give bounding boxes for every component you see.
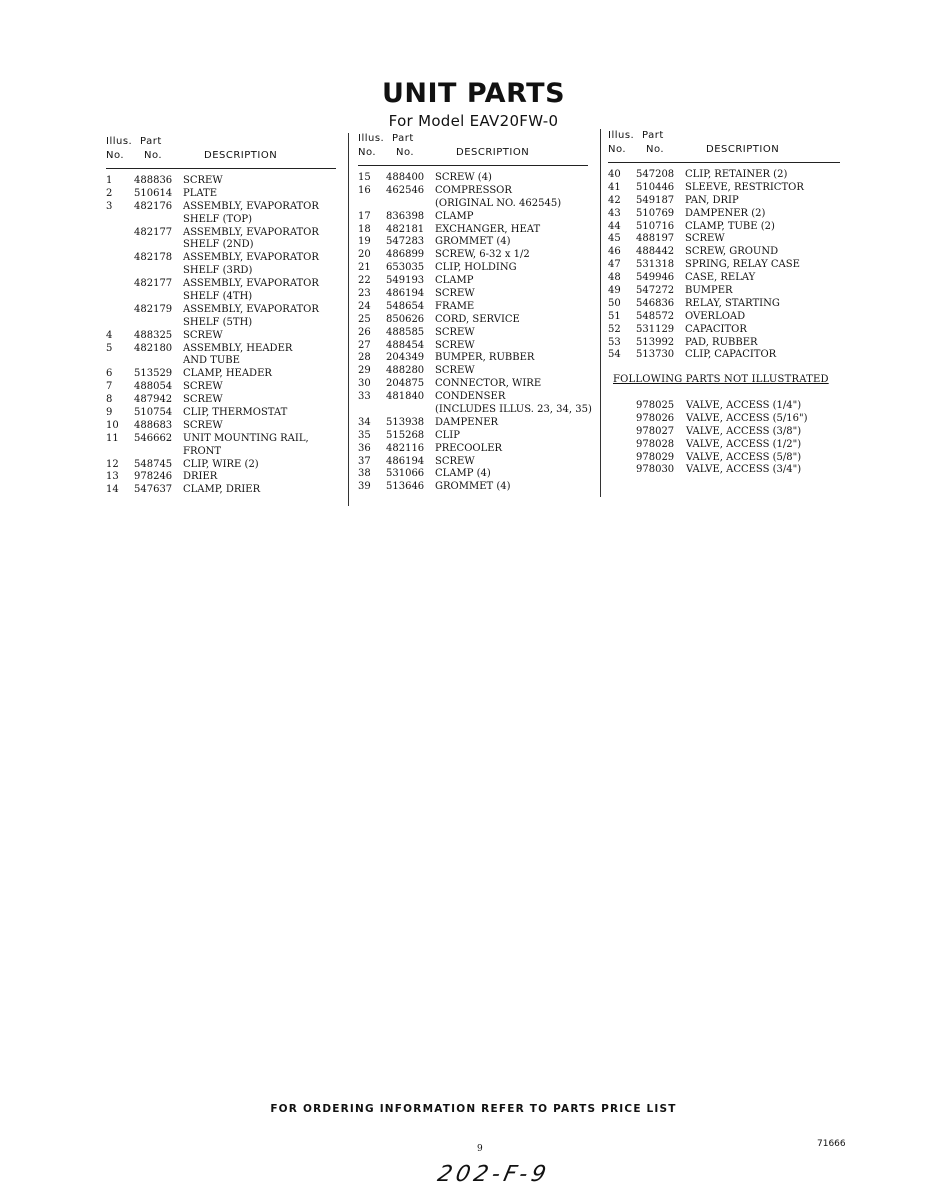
illus-no-cell: 29	[358, 365, 371, 377]
ordering-info-note: FOR ORDERING INFORMATION REFER TO PARTS PRICE LIST	[270, 1103, 677, 1115]
description-cell: SLEEVE, RESTRICTOR	[685, 181, 804, 193]
description-cell: SPRING, RELAY CASE	[685, 259, 800, 271]
table-row	[608, 246, 840, 259]
table-row	[636, 400, 836, 413]
description-cell: SCREW, GROUND	[685, 246, 779, 258]
header-illus-no: No.	[608, 144, 627, 155]
table-row	[106, 201, 336, 214]
description-cell: CLIP	[435, 429, 460, 441]
description-cell: BUMPER	[685, 285, 733, 297]
table-row	[358, 404, 592, 417]
table-row	[608, 195, 840, 208]
parts-column-3	[608, 130, 840, 362]
illus-no-cell: 1	[106, 175, 113, 186]
table-row	[106, 368, 336, 381]
description-cell: ASSEMBLY, EVAPORATOR	[183, 200, 319, 212]
table-row	[358, 236, 588, 249]
part-no-cell: 978246	[134, 471, 173, 483]
illus-no-cell: 41	[608, 181, 621, 193]
table-row	[358, 211, 588, 224]
illus-no-cell: 37	[358, 455, 371, 467]
illus-no-cell: 38	[358, 468, 371, 480]
description-cell: SCREW	[183, 419, 223, 431]
table-row	[358, 172, 588, 185]
table-row	[608, 285, 840, 298]
description-cell: ASSEMBLY, EVAPORATOR	[183, 303, 319, 315]
illus-no-cell: 33	[358, 391, 371, 403]
illus-no-cell: 54	[608, 349, 621, 361]
part-no-cell: 488442	[636, 246, 675, 258]
table-row	[106, 471, 336, 484]
part-no-cell: 547283	[386, 236, 425, 248]
description-cell: PRECOOLER	[435, 442, 503, 454]
illus-no-cell: 49	[608, 285, 621, 297]
description-cell: CLAMP, TUBE (2)	[685, 220, 775, 232]
description-cell: DAMPENER (2)	[685, 207, 766, 219]
description-cell: SCREW	[183, 394, 223, 406]
illus-no-cell: 45	[608, 233, 621, 245]
table-row	[636, 464, 836, 477]
description-cell: CLIP, RETAINER (2)	[685, 169, 788, 180]
parts-column-1	[106, 136, 336, 497]
table-row	[358, 340, 588, 353]
part-no-cell: 548572	[636, 310, 675, 322]
table-row	[106, 188, 336, 201]
part-no-cell: 547637	[134, 484, 173, 496]
description-cell: CLAMP	[435, 275, 474, 287]
table-row	[636, 413, 836, 426]
part-no-cell: 482180	[134, 342, 173, 354]
description-cell: ASSEMBLY, EVAPORATOR	[183, 226, 319, 238]
description-cell: DRIER	[183, 471, 218, 483]
part-no-cell: 488197	[636, 233, 675, 245]
table-row	[608, 169, 840, 182]
part-no-cell: 488836	[134, 175, 173, 186]
illus-no-cell: 2	[106, 187, 113, 199]
description-cell: VALVE, ACCESS (3/8")	[686, 425, 802, 437]
table-row	[106, 484, 336, 497]
part-no-cell: 488054	[134, 381, 173, 393]
part-no-cell: 482116	[386, 442, 425, 454]
table-row	[106, 343, 336, 356]
table-row	[358, 481, 588, 494]
part-no-cell: 531129	[636, 323, 675, 335]
part-no-cell: 513529	[134, 368, 173, 380]
header-illus: Illus.	[358, 133, 385, 144]
illus-no-cell: 21	[358, 262, 371, 274]
description-cell: BUMPER, RUBBER	[435, 352, 535, 364]
description-cell: ASSEMBLY, EVAPORATOR	[183, 278, 319, 290]
description-cell: GROMMET (4)	[435, 236, 511, 248]
illus-no-cell: 35	[358, 429, 371, 441]
illus-no-cell: 10	[106, 419, 119, 431]
parts-list	[608, 169, 840, 362]
part-no-cell: 546836	[636, 297, 675, 309]
part-no-cell: 482178	[134, 252, 173, 264]
illus-no-cell: 13	[106, 471, 119, 483]
parts-column-2	[358, 133, 592, 494]
table-row	[106, 407, 336, 420]
part-no-cell: 488454	[386, 339, 425, 351]
part-no-cell: 510754	[134, 407, 173, 419]
description-cell: PAD, RUBBER	[685, 336, 758, 348]
part-no-cell: 515268	[386, 429, 425, 441]
description-cell: UNIT MOUNTING RAIL,	[183, 432, 309, 444]
illus-no-cell: 40	[608, 169, 621, 180]
table-row	[358, 327, 588, 340]
description-cell: SCREW	[435, 455, 475, 467]
description-cell: SCREW	[685, 233, 725, 245]
illus-no-cell: 26	[358, 326, 371, 338]
part-no-cell: 548654	[386, 300, 425, 312]
table-row	[106, 278, 336, 291]
header-part-no: No.	[144, 150, 163, 161]
part-no-cell: 978028	[636, 438, 675, 450]
header-part: Part	[392, 133, 414, 144]
illus-no-cell: 18	[358, 223, 371, 235]
description-cell: VALVE, ACCESS (3/4")	[686, 464, 802, 476]
table-row	[358, 198, 588, 211]
part-no-cell: 482179	[134, 303, 173, 315]
description-cell: CLAMP	[435, 210, 474, 222]
table-row	[636, 439, 836, 452]
table-row	[106, 291, 336, 304]
part-no-cell: 487942	[134, 394, 173, 406]
illus-no-cell: 20	[358, 249, 371, 261]
illus-no-cell: 15	[358, 172, 371, 183]
illus-no-cell: 53	[608, 336, 621, 348]
part-no-cell: 978026	[636, 412, 675, 424]
header-description: DESCRIPTION	[204, 150, 278, 161]
description-cell: SHELF (3RD)	[183, 265, 253, 277]
part-no-cell: 513730	[636, 349, 675, 361]
part-no-cell: 531318	[636, 259, 675, 271]
parts-list	[106, 175, 336, 497]
table-row	[358, 443, 588, 456]
header-illus: Illus.	[608, 130, 635, 141]
header-part-no: No.	[396, 147, 415, 158]
column-header	[106, 136, 336, 168]
description-cell: VALVE, ACCESS (5/16")	[686, 412, 808, 424]
description-cell: FRONT	[183, 445, 222, 457]
table-row	[636, 426, 836, 439]
table-row	[358, 365, 588, 378]
table-row	[358, 456, 588, 469]
illus-no-cell: 27	[358, 339, 371, 351]
description-cell: CORD, SERVICE	[435, 313, 520, 325]
table-row	[106, 252, 336, 265]
description-cell: CLIP, WIRE (2)	[183, 458, 259, 470]
column-divider	[348, 133, 349, 506]
illus-no-cell: 43	[608, 207, 621, 219]
illus-no-cell: 48	[608, 272, 621, 284]
description-cell: SCREW	[183, 175, 223, 186]
table-row	[636, 452, 836, 465]
part-no-cell: 204875	[386, 378, 425, 390]
not-illustrated-list	[636, 400, 836, 477]
part-no-cell: 978027	[636, 425, 675, 437]
table-row	[358, 262, 588, 275]
description-cell: EXCHANGER, HEAT	[435, 223, 541, 235]
table-row	[106, 433, 336, 446]
table-row	[106, 459, 336, 472]
description-cell: ASSEMBLY, HEADER	[183, 342, 293, 354]
table-row	[106, 317, 336, 330]
table-row	[358, 378, 588, 391]
part-no-cell: 462546	[386, 184, 425, 196]
table-row	[106, 239, 336, 252]
part-no-cell: 653035	[386, 262, 425, 274]
table-row	[106, 265, 336, 278]
table-row	[608, 233, 840, 246]
table-row	[608, 221, 840, 234]
part-no-cell: 513992	[636, 336, 675, 348]
description-cell: CASE, RELAY	[685, 272, 756, 284]
table-row	[358, 468, 588, 481]
description-cell: SHELF (2ND)	[183, 239, 254, 251]
description-cell: SCREW	[435, 339, 475, 351]
part-no-cell: 488280	[386, 365, 425, 377]
illus-no-cell: 3	[106, 200, 113, 212]
illus-no-cell: 7	[106, 381, 113, 393]
illus-no-cell: 52	[608, 323, 621, 335]
table-row	[608, 298, 840, 311]
header-rule	[358, 165, 588, 166]
illus-no-cell: 36	[358, 442, 371, 454]
illus-no-cell: 19	[358, 236, 371, 248]
document-code: 71666	[817, 1139, 846, 1149]
table-row	[106, 420, 336, 433]
illus-no-cell: 30	[358, 378, 371, 390]
description-cell: COMPRESSOR	[435, 184, 512, 196]
description-cell: CONDENSER	[435, 391, 506, 403]
header-part: Part	[140, 136, 162, 147]
part-no-cell: 486899	[386, 249, 425, 261]
part-no-cell: 510769	[636, 207, 675, 219]
illus-no-cell: 14	[106, 484, 119, 496]
table-row	[608, 311, 840, 324]
part-no-cell: 486194	[386, 288, 425, 300]
description-cell: SCREW (4)	[435, 172, 492, 183]
part-no-cell: 836398	[386, 210, 425, 222]
table-row	[358, 185, 588, 198]
table-row	[106, 227, 336, 240]
header-illus: Illus.	[106, 136, 133, 147]
header-rule	[608, 162, 840, 163]
table-row	[358, 314, 588, 327]
description-cell: SCREW	[435, 326, 475, 338]
column-header	[608, 130, 840, 162]
description-cell: SCREW	[435, 288, 475, 300]
table-row	[106, 446, 336, 459]
description-cell: VALVE, ACCESS (1/4")	[686, 400, 802, 411]
table-row	[106, 330, 336, 343]
description-cell: SCREW, 6-32 x 1/2	[435, 249, 530, 261]
header-description: DESCRIPTION	[706, 144, 780, 155]
table-row	[358, 417, 588, 430]
description-cell: OVERLOAD	[685, 310, 746, 322]
table-row	[608, 349, 840, 362]
description-cell: PLATE	[183, 187, 218, 199]
part-no-cell: 482176	[134, 200, 173, 212]
illus-no-cell: 9	[106, 407, 113, 419]
parts-list	[358, 172, 592, 494]
part-no-cell: 482177	[134, 226, 173, 238]
page-title: UNIT PARTS	[381, 78, 566, 109]
part-no-cell: 482181	[386, 223, 425, 235]
handwritten-note: 202-F-9	[435, 1162, 552, 1187]
table-row	[608, 182, 840, 195]
header-part-no: No.	[646, 144, 665, 155]
table-row	[106, 304, 336, 317]
description-cell: GROMMET (4)	[435, 481, 511, 493]
description-cell: (INCLUDES ILLUS. 23, 34, 35)	[435, 404, 592, 416]
part-no-cell: 481840	[386, 391, 425, 403]
part-no-cell: 513938	[386, 416, 425, 428]
not-illustrated-heading: FOLLOWING PARTS NOT ILLUSTRATED	[613, 374, 829, 385]
table-row	[106, 394, 336, 407]
part-no-cell: 549193	[386, 275, 425, 287]
table-row	[106, 214, 336, 227]
description-cell: SHELF (4TH)	[183, 291, 253, 303]
table-row	[106, 381, 336, 394]
illus-no-cell: 5	[106, 342, 113, 354]
page-number: 9	[477, 1144, 483, 1154]
description-cell: (ORIGINAL NO. 462545)	[435, 197, 562, 209]
illus-no-cell: 6	[106, 368, 113, 380]
part-no-cell: 513646	[386, 481, 425, 493]
header-illus-no: No.	[358, 147, 377, 158]
table-row	[358, 249, 588, 262]
description-cell: RELAY, STARTING	[685, 297, 780, 309]
table-row	[608, 337, 840, 350]
description-cell: SCREW	[435, 365, 475, 377]
table-row	[358, 224, 588, 237]
table-row	[608, 272, 840, 285]
description-cell: AND TUBE	[183, 355, 240, 367]
part-no-cell: 549187	[636, 194, 675, 206]
header-part: Part	[642, 130, 664, 141]
description-cell: ASSEMBLY, EVAPORATOR	[183, 252, 319, 264]
illus-no-cell: 8	[106, 394, 113, 406]
part-no-cell: 482177	[134, 278, 173, 290]
illus-no-cell: 42	[608, 194, 621, 206]
table-row	[358, 301, 588, 314]
table-row	[106, 355, 336, 368]
illus-no-cell: 46	[608, 246, 621, 258]
illus-no-cell: 24	[358, 300, 371, 312]
table-row	[358, 288, 588, 301]
description-cell: SCREW	[183, 381, 223, 393]
part-no-cell: 486194	[386, 455, 425, 467]
illus-no-cell: 34	[358, 416, 371, 428]
table-row	[608, 208, 840, 221]
description-cell: CLIP, THERMOSTAT	[183, 407, 288, 419]
illus-no-cell: 17	[358, 210, 371, 222]
part-no-cell: 850626	[386, 313, 425, 325]
part-no-cell: 510446	[636, 181, 675, 193]
illus-no-cell: 22	[358, 275, 371, 287]
description-cell: SCREW	[183, 329, 223, 341]
part-no-cell: 978030	[636, 464, 675, 476]
table-row	[358, 275, 588, 288]
description-cell: CLIP, CAPACITOR	[685, 349, 777, 361]
illus-no-cell: 47	[608, 259, 621, 271]
table-row	[608, 324, 840, 337]
part-no-cell: 547272	[636, 285, 675, 297]
description-cell: VALVE, ACCESS (1/2")	[686, 438, 802, 450]
part-no-cell: 510716	[636, 220, 675, 232]
illus-no-cell: 25	[358, 313, 371, 325]
table-row	[608, 259, 840, 272]
part-no-cell: 549946	[636, 272, 675, 284]
part-no-cell: 488683	[134, 419, 173, 431]
illus-no-cell: 11	[106, 432, 119, 444]
part-no-cell: 488400	[386, 172, 425, 183]
illus-no-cell: 39	[358, 481, 371, 493]
part-no-cell: 978025	[636, 400, 675, 411]
description-cell: CLAMP, DRIER	[183, 484, 261, 496]
header-rule	[106, 168, 336, 169]
illus-no-cell: 16	[358, 184, 371, 196]
part-no-cell: 546662	[134, 432, 173, 444]
illus-no-cell: 50	[608, 297, 621, 309]
description-cell: CLAMP, HEADER	[183, 368, 272, 380]
description-cell: SHELF (5TH)	[183, 316, 253, 328]
model-subtitle: For Model EAV20FW-0	[388, 112, 559, 130]
description-cell: DAMPENER	[435, 416, 499, 428]
description-cell: CAPACITOR	[685, 323, 747, 335]
part-no-cell: 488585	[386, 326, 425, 338]
column-divider	[600, 129, 601, 497]
description-cell: PAN, DRIP	[685, 194, 739, 206]
table-row	[358, 352, 588, 365]
table-row	[358, 430, 588, 443]
part-no-cell: 488325	[134, 329, 173, 341]
illus-no-cell: 28	[358, 352, 371, 364]
part-no-cell: 547208	[636, 169, 675, 180]
column-header	[358, 133, 588, 165]
part-no-cell: 978029	[636, 451, 675, 463]
illus-no-cell: 12	[106, 458, 119, 470]
part-no-cell: 548745	[134, 458, 173, 470]
description-cell: FRAME	[435, 300, 475, 312]
table-row	[358, 391, 588, 404]
illus-no-cell: 51	[608, 310, 621, 322]
description-cell: CLIP, HOLDING	[435, 262, 517, 274]
description-cell: VALVE, ACCESS (5/8")	[686, 451, 802, 463]
header-illus-no: No.	[106, 150, 125, 161]
illus-no-cell: 23	[358, 288, 371, 300]
table-row	[106, 175, 336, 188]
description-cell: CONNECTOR, WIRE	[435, 378, 542, 390]
illus-no-cell: 44	[608, 220, 621, 232]
part-no-cell: 531066	[386, 468, 425, 480]
header-description: DESCRIPTION	[456, 147, 530, 158]
part-no-cell: 510614	[134, 187, 173, 199]
description-cell: CLAMP (4)	[435, 468, 491, 480]
part-no-cell: 204349	[386, 352, 425, 364]
illus-no-cell: 4	[106, 329, 113, 341]
description-cell: SHELF (TOP)	[183, 213, 253, 225]
